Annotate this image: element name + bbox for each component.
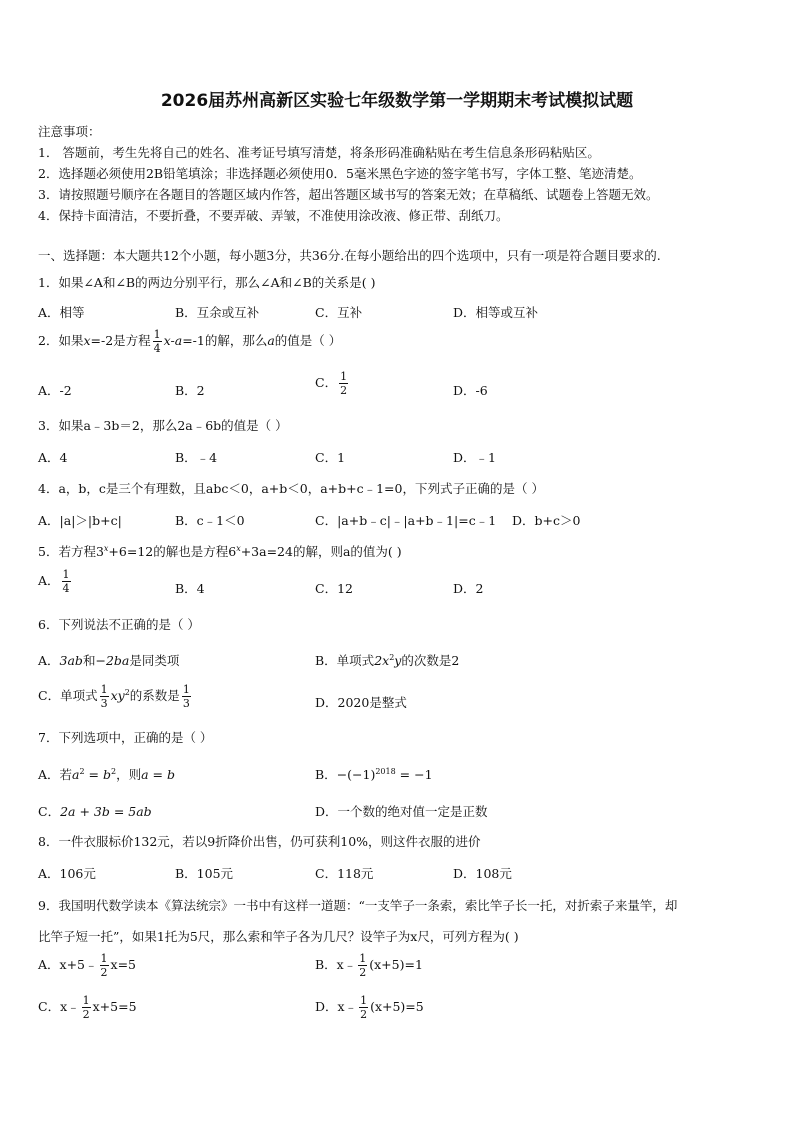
q9-d-num: 1 — [360, 994, 368, 1007]
notice-heading: 注意事项： — [38, 124, 101, 139]
q6-c-sup: 2 — [124, 687, 130, 697]
q9-d-post: (x+5)=5 — [370, 999, 424, 1014]
q9-c-post: x+5=5 — [92, 999, 137, 1014]
q6-c-term: xy — [110, 688, 125, 703]
q6-c-value — [182, 683, 191, 710]
q3-option-b: B．﹣4 — [175, 450, 218, 465]
q2-end: 的值是（ ） — [274, 333, 342, 348]
question-4-stem: 4．a，b，c是三个有理数，且abc＜0，a+b＜0，a+b+c﹣1=0，下列式子正确的是（ ） — [38, 481, 544, 496]
q6-a-term1: 3ab — [59, 653, 83, 668]
question-1-stem: 1．如果∠A和∠B的两边分别平行，那么∠A和∠B的关系是( ) — [38, 275, 376, 290]
q6-option-b — [315, 651, 459, 669]
q7-b-result: = −1 — [395, 767, 433, 782]
q7-c-expr: 2a + 3b = 5ab — [60, 804, 152, 819]
notice-item-3: 3．请按照题号顺序在各题目的答题区域内作答，超出答题区域书写的答案无效；在草稿纸、试题卷上答题无效。 — [38, 187, 659, 202]
q9-a-post: x=5 — [110, 957, 136, 972]
q7-option-c — [38, 802, 152, 820]
q9-option-d — [315, 994, 424, 1021]
q6-c-mid: 的系数是 — [129, 688, 180, 703]
q5-option-d: D．2 — [453, 581, 484, 596]
q2-var-x: x — [83, 333, 91, 348]
q1-option-c: C．互补 — [315, 305, 363, 320]
q2-option-a: A．-2 — [38, 383, 72, 398]
q9-c-pre: C．x﹣ — [38, 999, 80, 1014]
q5-option-a — [38, 568, 73, 595]
q9-d-pre: D．x﹣ — [315, 999, 358, 1014]
q8-option-b: B．105元 — [175, 866, 234, 881]
q6-b-label: B．单项式 — [315, 653, 375, 668]
q7-a-eq: = b — [84, 767, 112, 782]
q7-b-label: B． — [315, 767, 337, 782]
q2-fraction-den: 4 — [153, 342, 161, 355]
q2-option-c-den: 2 — [340, 384, 348, 397]
question-9-line-2: 比竿子短一托”，如果1托为5尺，那么索和竿子各为几尺？设竿子为x尺，可列方程为( ) — [38, 929, 519, 944]
q1-option-a: A．相等 — [38, 305, 85, 320]
q3-option-c: C．1 — [315, 450, 346, 465]
q3-option-d: D．﹣1 — [453, 450, 496, 465]
q2-var-a: a — [267, 333, 275, 348]
q5-option-c: C．12 — [315, 581, 353, 596]
q2-fraction — [153, 328, 162, 355]
notice-item-2: 2．选择题必须使用2B铅笔填涂；非选择题必须使用0．5毫米黑色字迹的签字笔书写，字体工整、笔迹清楚。 — [38, 166, 642, 181]
q2-eq1: =-2是方程 — [90, 333, 151, 348]
q7-c-label: C． — [38, 804, 61, 819]
q6-a-post: 是同类项 — [129, 653, 180, 668]
q2-option-c — [315, 370, 350, 397]
q7-a-sup: 2 — [79, 766, 85, 776]
question-6-stem: 6．下列说法不正确的是（ ） — [38, 617, 200, 632]
q6-b-y: y — [394, 653, 402, 668]
q7-a-result: a = b — [141, 767, 175, 782]
question-3-stem: 3．如果a﹣3b＝2，那么2a﹣6b的值是（ ） — [38, 418, 288, 433]
q6-c-den: 3 — [100, 697, 108, 710]
q5-var-x2: x — [236, 543, 241, 553]
notice-item-4: 4．保持卡面清洁，不要折叠，不要弄破、弄皱，不准使用涂改液、修正带、刮纸刀。 — [38, 208, 509, 223]
q2-fraction-num: 1 — [153, 328, 161, 341]
q3-option-a: A．4 — [38, 450, 68, 465]
q9-option-a — [38, 952, 136, 979]
q9-c-den: 2 — [82, 1008, 90, 1021]
q2-pre: 2．如果 — [38, 333, 84, 348]
q5-option-a-label: A． — [38, 573, 60, 588]
q5-mid: +6=12的解也是方程6 — [108, 544, 237, 559]
q9-b-post: (x+5)=1 — [369, 957, 423, 972]
q7-option-a — [38, 765, 175, 783]
q9-option-b — [315, 952, 423, 979]
q7-a-sup2: 2 — [111, 766, 117, 776]
q8-option-d: D．108元 — [453, 866, 512, 881]
q2-option-c-fraction — [339, 370, 348, 397]
q2-mid: x-a — [163, 333, 183, 348]
q9-a-pre: A．x+5﹣ — [38, 957, 98, 972]
q6-b-term: 2x — [374, 653, 390, 668]
q7-b-term: −(−1) — [336, 767, 376, 782]
question-9-line-1: 9．我国明代数学读本《算法统宗》一书中有这样一道题：“一支竿子一条索，索比竿子长一托，对折索子来量竿，却 — [38, 898, 678, 913]
q9-b-num: 1 — [359, 952, 367, 965]
q6-c-fraction — [100, 683, 109, 710]
q9-b-fraction — [358, 952, 367, 979]
q6-c-label: C．单项式 — [38, 688, 98, 703]
q6-option-d: D．2020是整式 — [315, 695, 407, 710]
q2-option-b: B．2 — [175, 383, 205, 398]
section-heading: 一、选择题：本大题共12个小题，每小题3分，共36分.在每小题给出的四个选项中，只有一项是符合题目要求的. — [38, 248, 661, 263]
q6-option-a — [38, 651, 179, 669]
q9-a-num: 1 — [100, 952, 108, 965]
q6-a-label: A． — [38, 653, 60, 668]
q5-option-a-num: 1 — [62, 568, 70, 581]
q6-a-term2: −2ba — [95, 653, 130, 668]
q6-b-post: 的次数是2 — [401, 653, 460, 668]
q9-a-fraction — [100, 952, 109, 979]
question-8-stem: 8．一件衣服标价132元，若以9折降价出售，仍可获利10%，则这件衣服的进价 — [38, 834, 481, 849]
q6-c-value-den: 3 — [182, 697, 190, 710]
q1-option-d: D．相等或互补 — [453, 305, 539, 320]
q7-b-sup: 2018 — [375, 766, 396, 776]
q7-a-then: ，则 — [116, 767, 142, 782]
q2-option-c-num: 1 — [340, 370, 348, 383]
q5-option-a-fraction — [62, 568, 71, 595]
q4-option-b: B．c﹣1＜0 — [175, 513, 245, 528]
q7-option-b — [315, 765, 433, 783]
question-5-stem — [38, 542, 402, 560]
q7-a-term: a — [72, 767, 80, 782]
q7-option-d: D．一个数的绝对值一定是正数 — [315, 804, 488, 819]
q2-post: =-1的解，那么 — [182, 333, 268, 348]
q9-a-den: 2 — [100, 966, 108, 979]
q7-a-label: A．若 — [38, 767, 73, 782]
q1-option-b: B．互余或互补 — [175, 305, 260, 320]
q9-d-fraction — [359, 994, 368, 1021]
q6-b-sup: 2 — [389, 652, 395, 662]
q5-option-a-den: 4 — [62, 582, 70, 595]
q5-pre: 5．若方程3 — [38, 544, 104, 559]
q9-option-c — [38, 994, 137, 1021]
question-2-stem — [38, 328, 341, 355]
q9-c-fraction — [82, 994, 91, 1021]
q6-c-num: 1 — [100, 683, 108, 696]
notice-item-1: 1． 答题前，考生先将自己的姓名、准考证号填写清楚，将条形码准确粘贴在考生信息条形码粘贴区。 — [38, 145, 600, 160]
q9-c-num: 1 — [82, 994, 90, 1007]
q6-a-mid: 和 — [82, 653, 96, 668]
q5-option-b: B．4 — [175, 581, 205, 596]
page-title: 2026届苏州高新区实验七年级数学第一学期期末考试模拟试题 — [160, 91, 634, 111]
q4-option-c: C．|a+b﹣c|﹣|a+b﹣1|=c﹣1 — [315, 513, 497, 528]
q9-b-den: 2 — [359, 966, 367, 979]
q4-option-d: D．b+c＞0 — [512, 513, 581, 528]
q4-option-a: A．|a|＞|b+c| — [38, 513, 122, 528]
q8-option-c: C．118元 — [315, 866, 374, 881]
q2-option-c-label: C． — [315, 375, 338, 390]
q2-option-d: D．-6 — [453, 383, 488, 398]
q5-post: +3a=24的解，则a的值为( ) — [240, 544, 402, 559]
q6-c-value-num: 1 — [182, 683, 190, 696]
q9-b-pre: B．x﹣ — [315, 957, 357, 972]
q6-option-c — [38, 683, 193, 710]
q8-option-a: A．106元 — [38, 866, 96, 881]
question-7-stem: 7．下列选项中，正确的是（ ） — [38, 730, 213, 745]
q5-var-x1: x — [103, 543, 109, 553]
q9-d-den: 2 — [360, 1008, 368, 1021]
